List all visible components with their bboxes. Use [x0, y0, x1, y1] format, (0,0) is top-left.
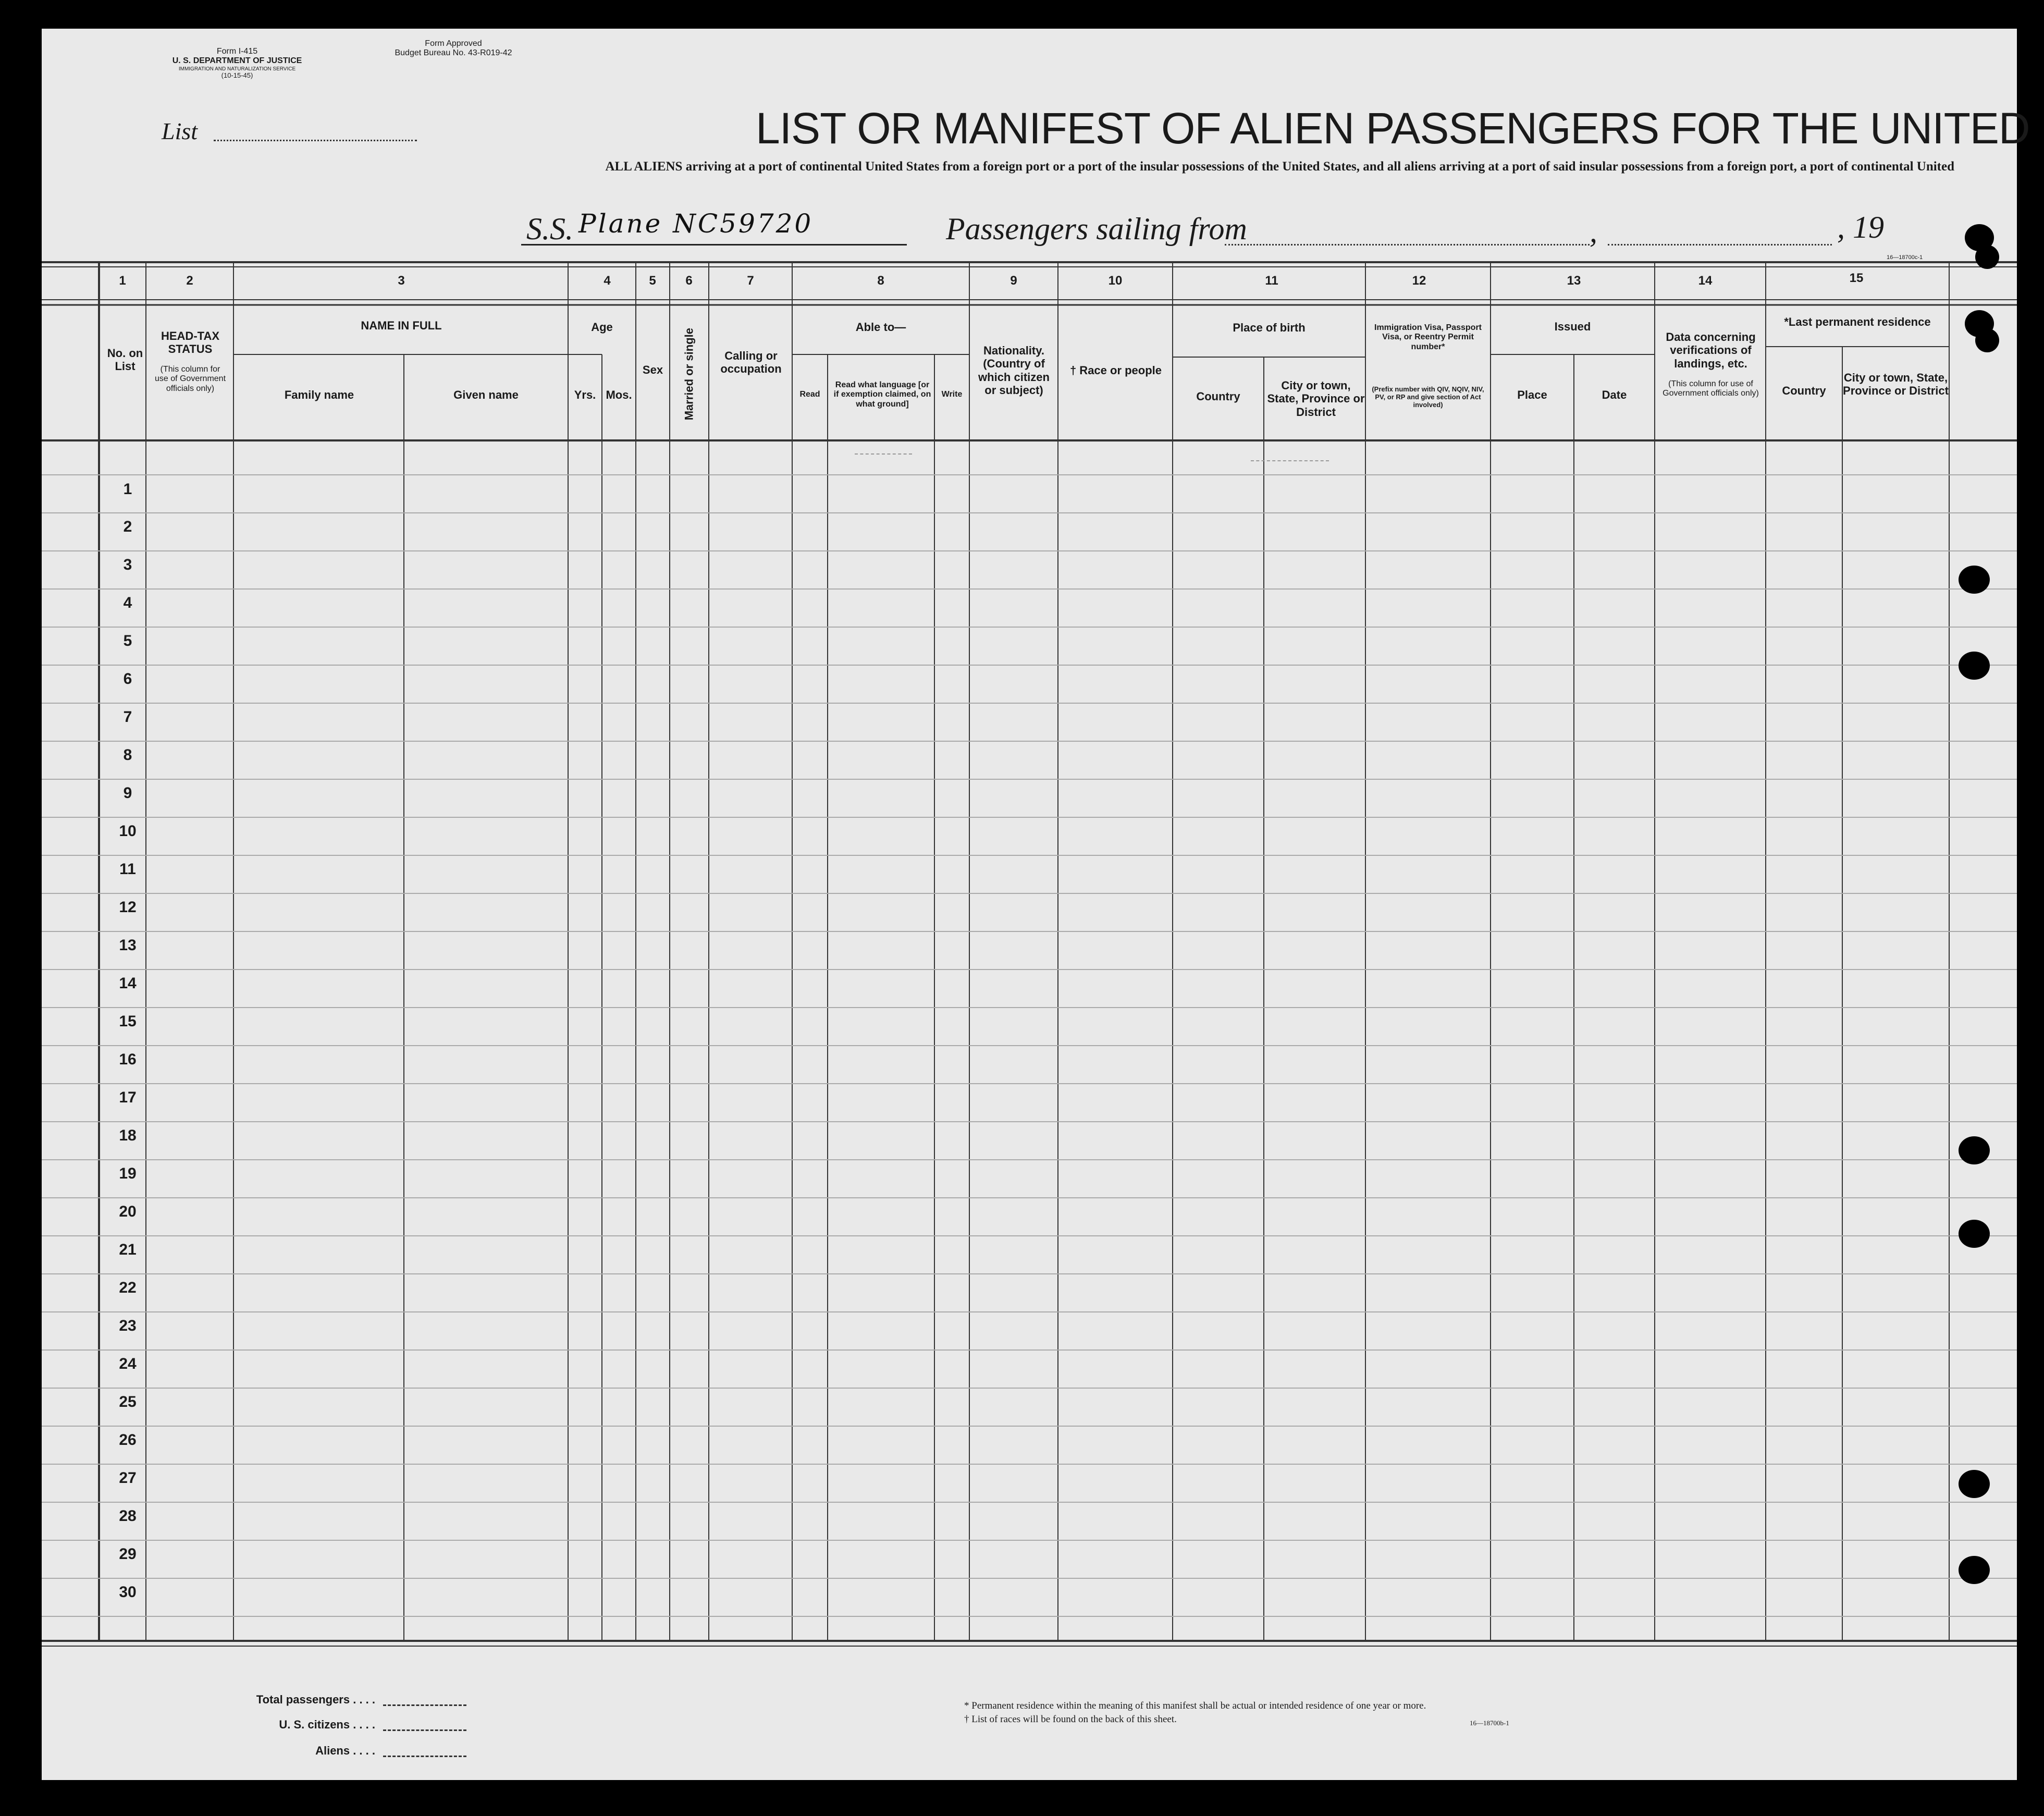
punch-hole	[1959, 1220, 1990, 1248]
header-issued: Issued	[1554, 320, 1591, 333]
column-number: 3	[398, 274, 405, 288]
header-head-tax: HEAD-TAX STATUS	[161, 329, 220, 356]
column-number: 12	[1412, 274, 1426, 288]
row-number: 15	[119, 1013, 137, 1030]
column-number: 5	[649, 274, 656, 288]
row-number: 10	[119, 823, 137, 840]
header-visa: Immigration Visa, Passport Visa, or Reentry Permit number*	[1374, 323, 1482, 351]
header-read-what: Read what language [or if exemption claimed, on what ground]	[833, 381, 931, 409]
row-number: 23	[119, 1317, 137, 1334]
row-number: 6	[123, 670, 132, 688]
punch-hole	[1959, 652, 1990, 680]
form-info	[109, 47, 365, 80]
row-number: 19	[119, 1165, 137, 1182]
header-married: Married or single	[682, 328, 696, 421]
row-number: 22	[119, 1279, 137, 1296]
header-able-to: Able to—	[855, 321, 906, 334]
total-passengers-field[interactable]	[383, 1704, 466, 1706]
header-no-on-list: No. on List	[107, 347, 143, 373]
service: IMMIGRATION AND NATURALIZATION SERVICE	[178, 66, 296, 72]
row-number: 1	[123, 481, 132, 498]
form-date: (10-15-45)	[221, 71, 253, 80]
approval: Form Approved	[425, 39, 482, 48]
header-visa-note: (Prefix number with QIV, NQIV, NIV, PV, or RP and give section of Act involved)	[1372, 385, 1484, 409]
column-number: 15	[1849, 271, 1864, 285]
department: U. S. DEPARTMENT OF JUSTICE	[172, 56, 302, 66]
punch-hole	[1959, 1556, 1990, 1584]
row-number: 9	[123, 784, 132, 802]
header-issued-place: Place	[1517, 388, 1547, 401]
row-number: 14	[119, 975, 137, 992]
footer-print-code: 16—18700b-1	[1470, 1719, 1509, 1727]
header-given-name: Given name	[453, 388, 519, 401]
column-number: 14	[1698, 274, 1713, 288]
form-number: Form I-415	[216, 47, 258, 56]
header-head-tax-note: (This column for use of Government officials only)	[154, 365, 226, 393]
budget-number: Budget Bureau No. 43-R019-42	[395, 48, 512, 58]
header-yrs: Yrs.	[574, 388, 596, 401]
row-number: 17	[119, 1089, 137, 1106]
row-number: 16	[119, 1051, 137, 1068]
header-issued-date: Date	[1602, 388, 1627, 401]
row-number: 3	[123, 556, 132, 573]
row-number: 13	[119, 937, 137, 954]
footnote-races: † List of races will be found on the back of this sheet.	[964, 1714, 1177, 1725]
header-data-concerning: Data concerning verifications of landings, etc.	[1666, 330, 1756, 370]
budget-info	[365, 39, 542, 58]
row-number: 21	[119, 1241, 137, 1258]
header-age: Age	[591, 321, 613, 334]
row-number: 29	[119, 1545, 137, 1563]
row-number: 20	[119, 1203, 137, 1220]
footnote-residence: * Permanent residence within the meaning of this manifest shall be actual or intended residence of one year or more.	[964, 1700, 1426, 1711]
comma: ,	[1590, 214, 1597, 249]
punch-hole	[1959, 566, 1990, 594]
column-number: 7	[747, 274, 754, 288]
column-number: 2	[186, 274, 193, 288]
row-number: 24	[119, 1355, 137, 1372]
row-number: 18	[119, 1127, 137, 1144]
header-sex: Sex	[642, 363, 663, 376]
us-citizens-field[interactable]	[383, 1729, 466, 1731]
header-nationality: Nationality. (Country of which citizen or subject)	[978, 344, 1050, 397]
column-number: 13	[1567, 274, 1581, 288]
header-data-note: (This column for use of Government officials only)	[1663, 379, 1759, 398]
column-number: 11	[1265, 274, 1278, 288]
pencil-mark	[1251, 460, 1329, 461]
header-birth-country: Country	[1196, 390, 1240, 403]
row-number: 5	[123, 632, 132, 649]
row-number: 27	[119, 1469, 137, 1487]
page-subtitle: ALL ALIENS arriving at a port of continental United States from a foreign port or a port of the insular possessions of the United States, and all aliens arriving at a port of said insular possessions from a foreign port, a port of continental United	[605, 159, 1954, 174]
header-birth-city: City or town, State, Province or District	[1267, 379, 1365, 419]
list-number-field[interactable]	[214, 140, 417, 141]
sailing-date-field[interactable]	[1608, 244, 1832, 246]
punch-hole	[1975, 328, 1999, 352]
row-number: 4	[123, 594, 132, 611]
row-number: 7	[123, 708, 132, 726]
row-number: 26	[119, 1431, 137, 1449]
column-number: 1	[119, 274, 126, 288]
punch-hole	[1959, 1470, 1990, 1498]
ss-vessel-handwritten[interactable]: Plane NC59720	[578, 208, 814, 239]
header-last-residence: *Last permanent residence	[1784, 315, 1931, 328]
sailing-from-field[interactable]	[1225, 244, 1590, 246]
header-calling: Calling or occupation	[720, 349, 782, 376]
column-number: 4	[604, 274, 611, 288]
header-family-name: Family name	[284, 388, 354, 401]
column-number: 8	[877, 274, 884, 288]
header-residence-country: Country	[1782, 384, 1826, 397]
year-label: , 19	[1837, 210, 1884, 244]
total-passengers-label: Total passengers . . . .	[256, 1693, 375, 1706]
page-title: LIST OR MANIFEST OF ALIEN PASSENGERS FOR THE UNITED	[756, 104, 2030, 153]
row-number: 25	[119, 1393, 137, 1410]
header-read: Read	[799, 390, 820, 399]
row-number: 2	[123, 518, 132, 535]
punch-hole	[1975, 245, 1999, 269]
column-number: 6	[685, 274, 693, 288]
ss-label: S.S.	[526, 212, 573, 246]
column-number: 9	[1010, 274, 1017, 288]
top-print-code: 16—18700c-1	[1887, 254, 1923, 261]
header-residence-city: City or town, State, Province or District	[1843, 371, 1949, 398]
aliens-label: Aliens . . . .	[315, 1744, 375, 1757]
row-number: 8	[123, 746, 132, 764]
row-number: 28	[119, 1507, 137, 1525]
aliens-field[interactable]	[383, 1756, 466, 1757]
column-number: 10	[1108, 274, 1123, 288]
header-mos: Mos.	[606, 388, 632, 401]
row-number: 12	[119, 899, 137, 916]
pencil-mark	[855, 453, 912, 455]
list-label: List	[162, 118, 198, 144]
passengers-sailing-label: Passengers sailing from	[946, 212, 1247, 246]
ss-field-line	[521, 244, 907, 246]
header-place-of-birth: Place of birth	[1233, 321, 1306, 334]
header-write: Write	[941, 390, 963, 399]
punch-hole	[1959, 1136, 1990, 1164]
header-race: † Race or people	[1069, 364, 1162, 377]
us-citizens-label: U. S. citizens . . . .	[279, 1718, 375, 1731]
header-name-in-full: NAME IN FULL	[361, 319, 442, 332]
row-number: 30	[119, 1584, 137, 1601]
row-number: 11	[119, 861, 136, 878]
